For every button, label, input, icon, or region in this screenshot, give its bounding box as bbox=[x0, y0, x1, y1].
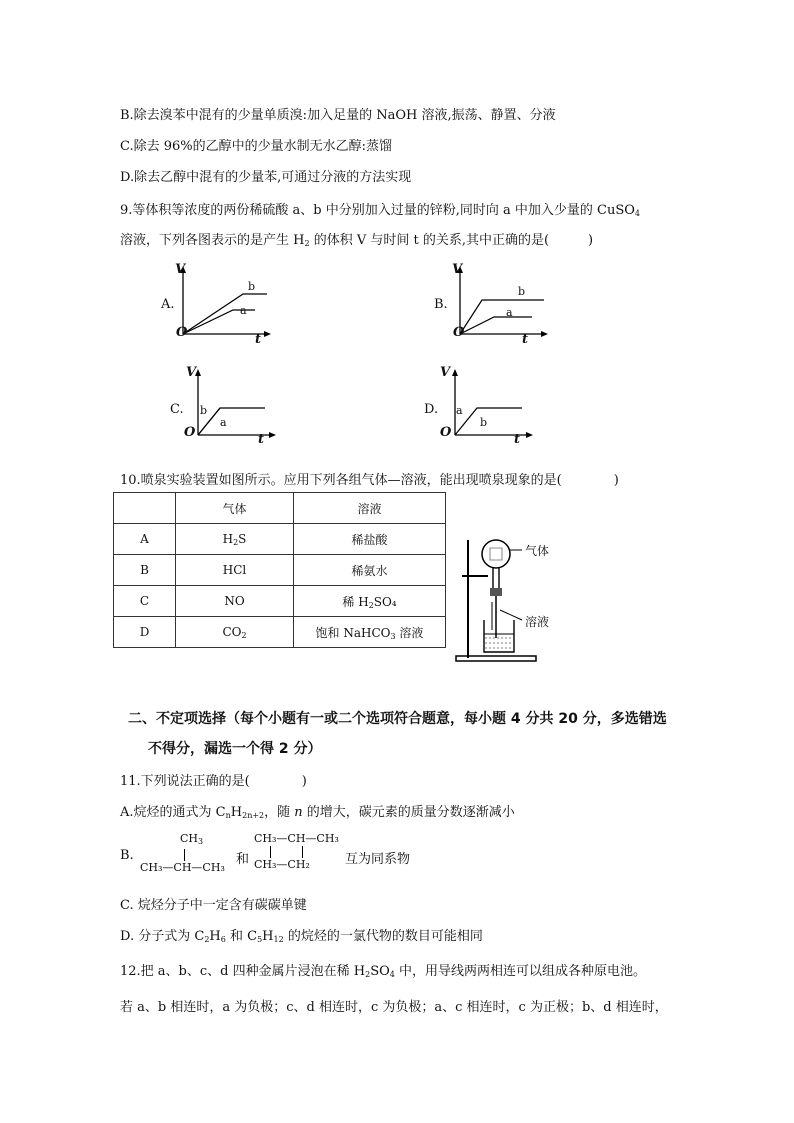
sol-text: 稀 H bbox=[342, 594, 369, 609]
table-header-cell bbox=[114, 493, 176, 524]
struct1-top-sub: 3 bbox=[198, 837, 204, 846]
option-11b-prefix: B. bbox=[120, 848, 134, 863]
q12-sub1: 2 bbox=[365, 970, 371, 979]
section-2-subtitle: 不得分，漏选一个得 2 分） bbox=[148, 741, 322, 757]
graph-d-option: D. bbox=[424, 402, 439, 417]
row-gas: NO bbox=[176, 586, 294, 617]
row-gas: HCl bbox=[176, 555, 294, 586]
graph-c-o: O bbox=[184, 425, 196, 440]
graph-a-option: A. bbox=[161, 297, 175, 312]
q11a-n: n bbox=[225, 811, 231, 820]
q11d-sub3: 5 bbox=[257, 935, 263, 944]
table-header-solution: 溶液 bbox=[294, 493, 446, 524]
question-10: 10.喷泉实验装置如图所示。应用下列各组气体—溶液，能出现喷泉现象的是( ) bbox=[120, 473, 619, 488]
graph-d-b: b bbox=[480, 416, 488, 429]
graph-a-o: O bbox=[176, 325, 188, 340]
graph-b-a: a bbox=[506, 306, 513, 319]
option-8d: D.除去乙醇中混有的少量苯,可通过分液的方法实现 bbox=[120, 170, 412, 185]
q12-text2: 中，用导线两两相连可以组成各种原电池。 bbox=[394, 964, 646, 979]
sol-sub: 2 bbox=[368, 600, 374, 610]
q11d-h2: H bbox=[262, 929, 274, 944]
q11a-text3: 的增大，碳元素的质量分数逐渐减小 bbox=[302, 805, 515, 820]
gas-text: H bbox=[222, 531, 234, 546]
graph-c-v: V bbox=[186, 365, 197, 380]
q9-text3: 的体积 V 与时间 t 的关系,其中正确的是( ) bbox=[309, 233, 594, 248]
q12-so: SO bbox=[370, 964, 390, 979]
graph-b bbox=[432, 262, 552, 347]
q9-sub: 4 bbox=[634, 209, 640, 218]
q12-text: 12.把 a、b、c、d 四种金属片浸泡在稀 H bbox=[120, 964, 366, 979]
sol-text: 饱和 NaHCO bbox=[315, 625, 391, 640]
apparatus-solution-label: 溶液 bbox=[525, 615, 550, 629]
graph-c-option: C. bbox=[170, 402, 184, 417]
table-header bbox=[114, 493, 446, 524]
question-12-line2: 若 a、b 相连时，a 为负极；c、d 相连时，c 为负极；a、c 相连时，c 为正极；b、d 相连时， bbox=[120, 1000, 668, 1015]
graph-a-b: b bbox=[248, 280, 256, 293]
graph-b-t: t bbox=[522, 332, 529, 347]
graph-a-t: t bbox=[255, 332, 262, 347]
struct2-bottom: CH₃—CH₂ bbox=[254, 858, 310, 871]
graph-a-a: a bbox=[240, 304, 247, 317]
q11d-text: D. 分子式为 C bbox=[120, 929, 205, 944]
table-header-gas: 气体 bbox=[176, 493, 294, 524]
option-11c: C. 烷烃分子中一定含有碳碳单键 bbox=[120, 898, 307, 913]
q11a-text: A.烷烃的通式为 C bbox=[120, 805, 226, 820]
q11d-sub1: 2 bbox=[204, 935, 210, 944]
table-row bbox=[114, 555, 446, 586]
option-11b-and: 和 bbox=[236, 852, 250, 867]
graph-b-b: b bbox=[518, 285, 526, 298]
row-gas bbox=[176, 524, 294, 555]
q11d-text2: 和 C bbox=[225, 929, 258, 944]
q11a-h: H bbox=[230, 805, 243, 820]
q9-text: 9.等体积等浓度的两份稀硫酸 a、b 中分别加入过量的锌粉,同时向 a 中加入少量的 CuSO bbox=[120, 203, 635, 218]
q11d-text3: 的烷烃的一氯代物的数目可能相同 bbox=[283, 929, 483, 944]
row-option: D bbox=[114, 617, 176, 648]
struct1-top: CH bbox=[180, 832, 199, 845]
section-2-title: 二、不定项选择（每个小题有一或二个选项符合题意，每小题 4 分共 20 分，多选错选 bbox=[128, 711, 667, 727]
gas-sub: 2 bbox=[233, 537, 239, 547]
table-row bbox=[114, 586, 446, 617]
row-gas bbox=[176, 617, 294, 648]
gas-solution-table bbox=[113, 492, 446, 648]
struct2-top: CH₃—CH—CH₃ bbox=[254, 832, 339, 845]
row-solution: 稀氨水 bbox=[294, 555, 446, 586]
graph-b-option: B. bbox=[434, 297, 448, 312]
row-option: A bbox=[114, 524, 176, 555]
q11a-sub: 2n+2 bbox=[242, 811, 265, 820]
graph-a-v: V bbox=[175, 262, 186, 277]
graph-c-b: b bbox=[200, 404, 208, 417]
graph-d-o: O bbox=[440, 425, 452, 440]
q12-sub2: 4 bbox=[389, 970, 395, 979]
fountain-apparatus-illustration bbox=[452, 530, 572, 665]
option-11d bbox=[120, 925, 483, 944]
graph-b-v: V bbox=[452, 262, 463, 277]
question-9-line1 bbox=[120, 199, 640, 218]
row-solution bbox=[294, 586, 446, 617]
apparatus-gas-label: 气体 bbox=[525, 544, 550, 558]
gas-tail: S bbox=[238, 531, 247, 546]
q11d-sub2: 6 bbox=[220, 935, 226, 944]
struct1-bottom: CH₃—CH—CH₃ bbox=[140, 861, 225, 874]
gas-text: CO bbox=[222, 624, 242, 639]
graph-c-t: t bbox=[258, 432, 265, 447]
option-11a bbox=[120, 801, 515, 820]
table-row bbox=[114, 524, 446, 555]
sol-sub: 3 bbox=[390, 631, 396, 641]
q11a-n-italic: n bbox=[294, 805, 303, 820]
row-option: C bbox=[114, 586, 176, 617]
table-row bbox=[114, 617, 446, 648]
structure-butane bbox=[254, 832, 339, 872]
option-8b: B.除去溴苯中混有的少量单质溴:加入足量的 NaOH 溶液,振荡、静置、分液 bbox=[120, 108, 556, 123]
q9-text2: 溶液，下列各图表示的是产生 H bbox=[120, 233, 305, 248]
sol-tail: SO₄ bbox=[373, 594, 397, 609]
gas-sub: 2 bbox=[241, 630, 247, 640]
question-11: 11.下列说法正确的是( ) bbox=[120, 774, 307, 789]
q11d-h1: H bbox=[209, 929, 221, 944]
row-solution: 稀盐酸 bbox=[294, 524, 446, 555]
row-option: B bbox=[114, 555, 176, 586]
option-8c: C.除去 96%的乙醇中的少量水制无水乙醇:蒸馏 bbox=[120, 139, 393, 154]
graph-d-a: a bbox=[456, 404, 463, 417]
row-solution bbox=[294, 617, 446, 648]
sol-tail: 溶液 bbox=[395, 625, 424, 640]
q11a-text2: ，随 bbox=[264, 805, 295, 820]
q9-sub2: 2 bbox=[304, 239, 310, 248]
structure-isobutane bbox=[140, 832, 225, 875]
graph-d-t: t bbox=[514, 432, 521, 447]
graph-b-o: O bbox=[453, 325, 465, 340]
graph-d-v: V bbox=[440, 365, 451, 380]
option-11b-suffix: 互为同系物 bbox=[345, 852, 411, 867]
question-12-line1 bbox=[120, 960, 646, 979]
graph-c-a: a bbox=[220, 416, 227, 429]
question-9-line2 bbox=[120, 229, 593, 248]
q11d-sub4: 12 bbox=[273, 935, 284, 944]
